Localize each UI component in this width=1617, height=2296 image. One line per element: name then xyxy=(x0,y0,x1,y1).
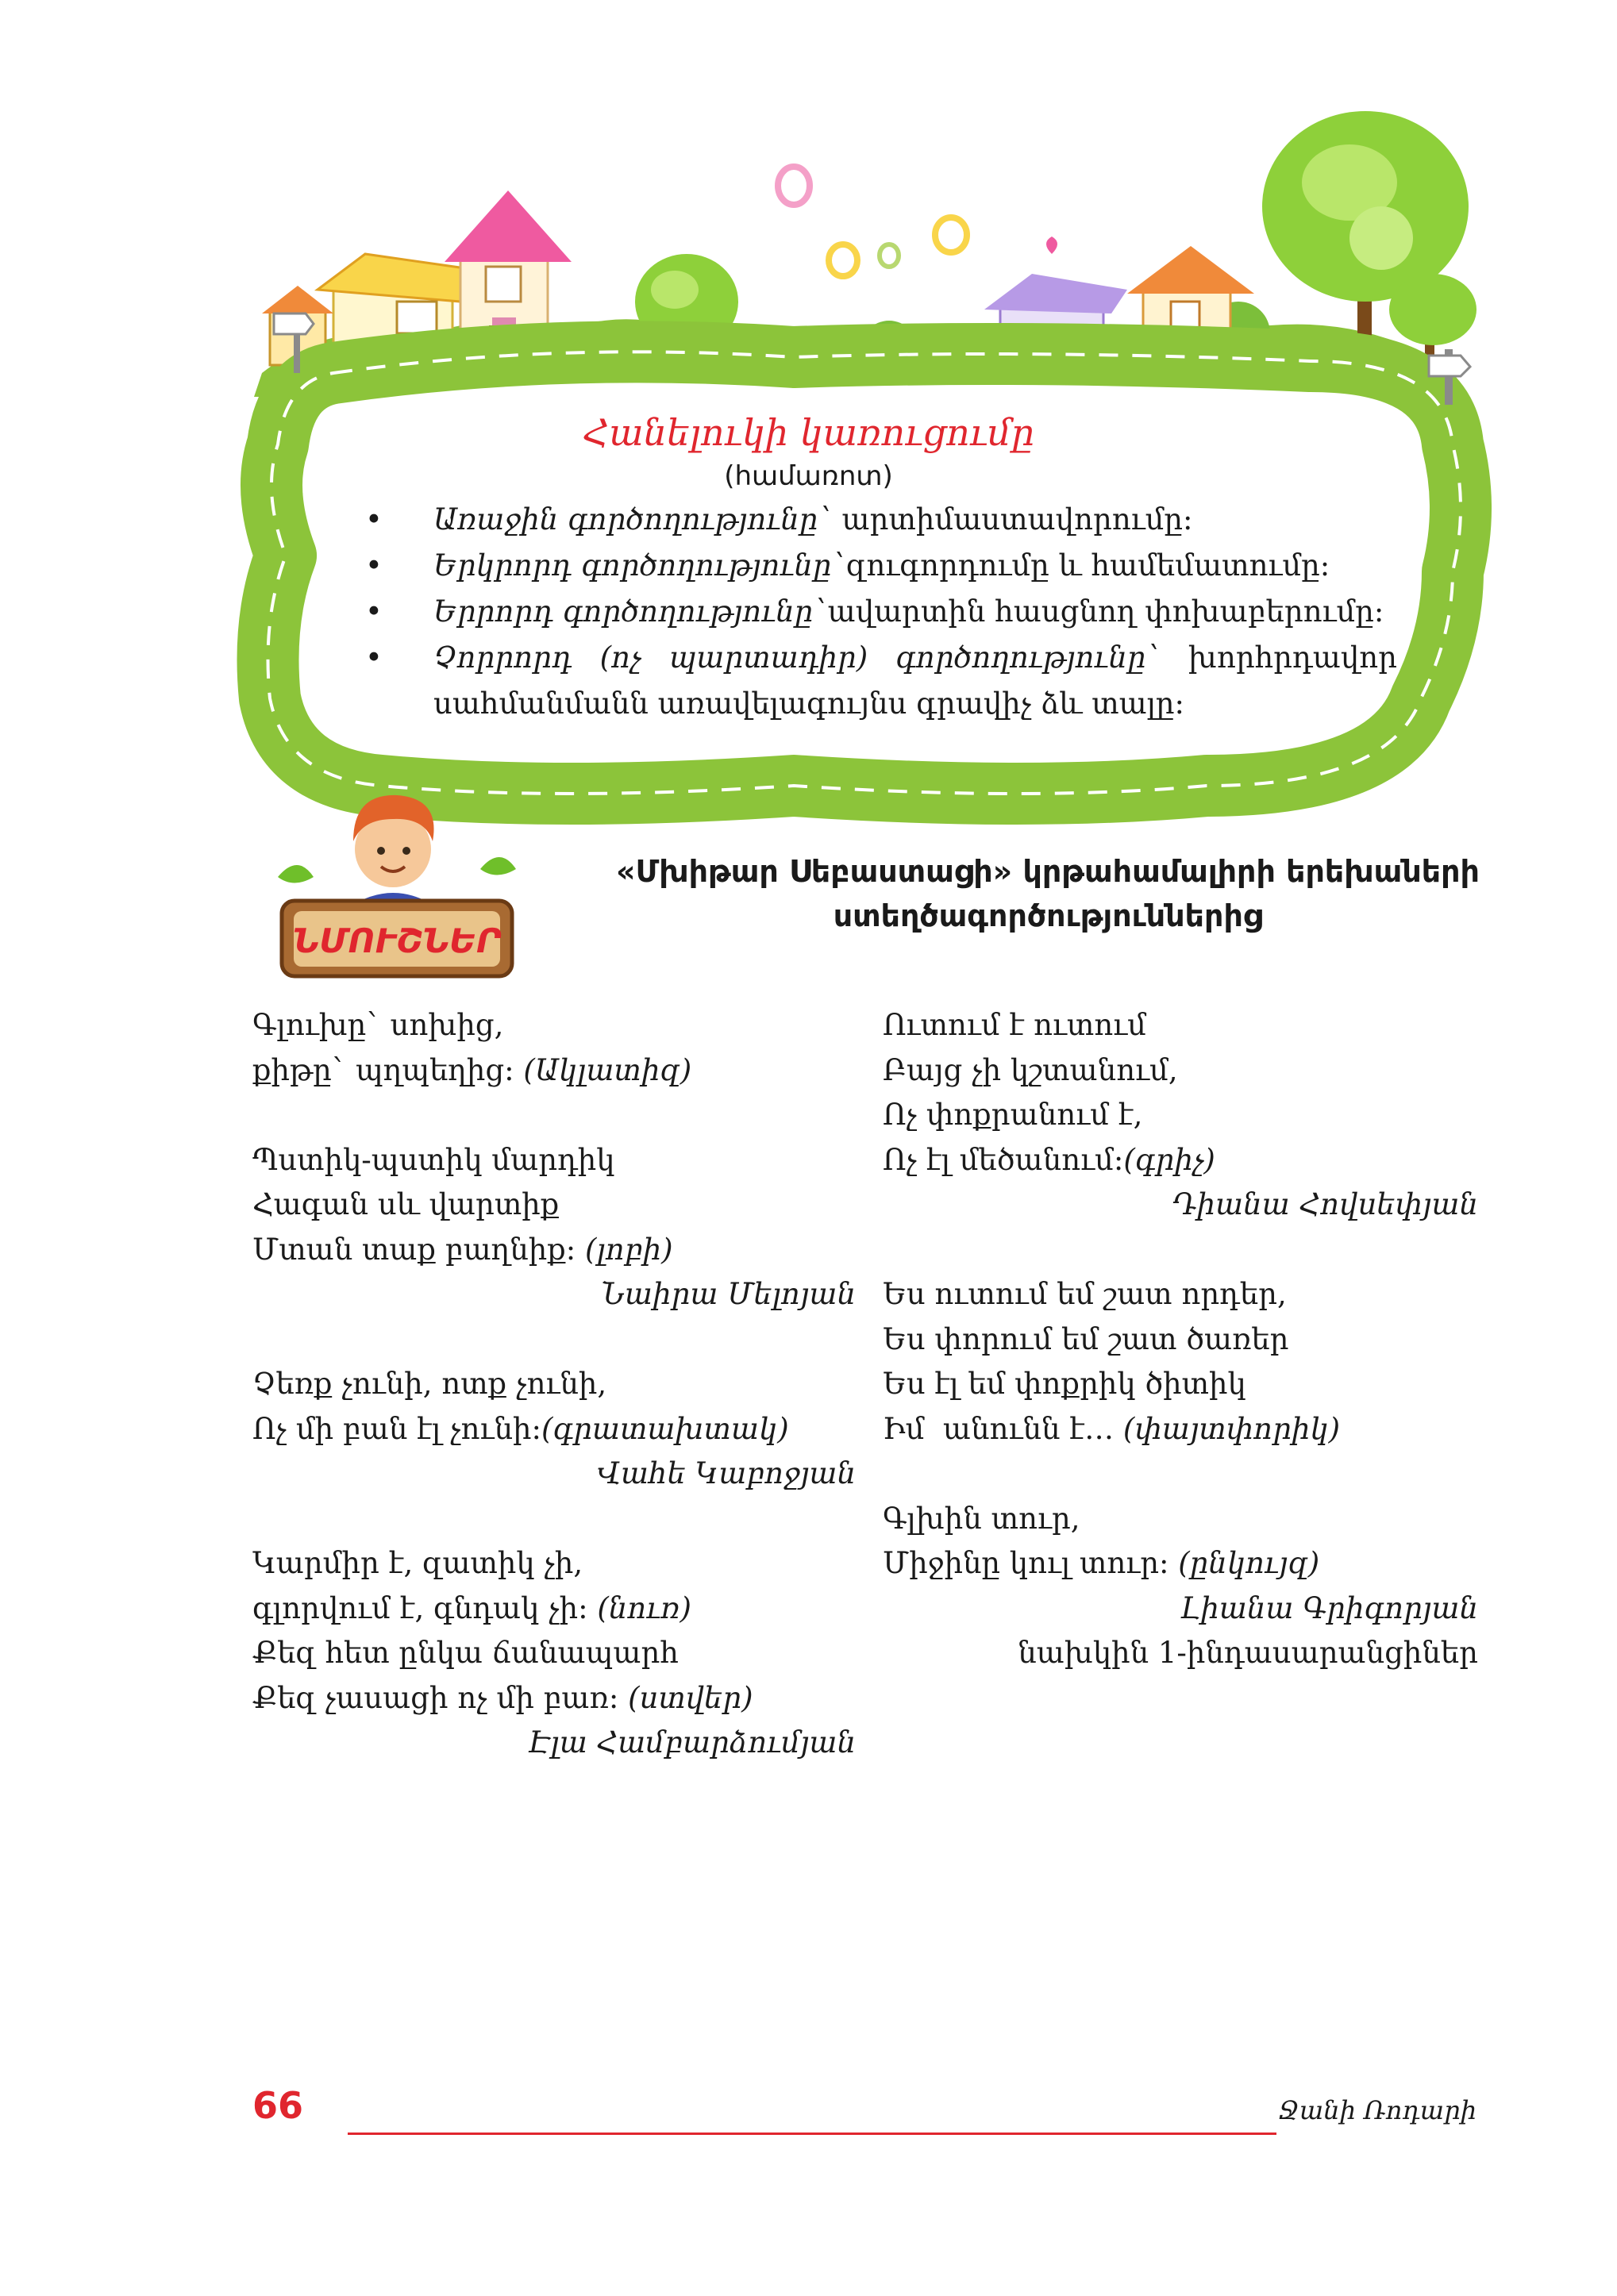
riddle-line xyxy=(252,1003,856,1048)
riddle-line xyxy=(883,1541,1478,1586)
riddle-text: Չեռք չունի, ոտք չունի, xyxy=(252,1367,607,1401)
riddle-text: Ես փորում եմ շատ ծառեր xyxy=(883,1321,1289,1356)
riddle-answer: (գրատախտակ) xyxy=(541,1411,789,1446)
riddle-text: Քեզ չասացի ոչ մի բառ: xyxy=(252,1680,629,1715)
riddle-text: Գլուխը` սոխից, xyxy=(252,1008,504,1042)
box-title: Հանելուկի կառուցումը xyxy=(582,411,1035,454)
riddle-text: Մտան տաք բաղնիք: xyxy=(252,1232,586,1267)
step-text: ավարտին հասցնող փոխաբերումը։ xyxy=(827,594,1384,629)
riddle-text: Հագան սև վարտիք xyxy=(252,1187,560,1221)
book-title: Ջանի Ռոդարի xyxy=(1278,2095,1476,2125)
step-text: արտիմաստավորումը։ xyxy=(832,502,1193,537)
riddle-line xyxy=(883,1407,1478,1452)
riddle-text: քիթը` պղպեղից: xyxy=(252,1052,524,1087)
riddle-answer: (Ակլատիզ) xyxy=(523,1052,692,1087)
riddle-text: Պստիկ-պստիկ մարդիկ xyxy=(252,1142,615,1177)
riddle-text: Բայց չի կշտանում, xyxy=(883,1052,1178,1087)
riddle-line xyxy=(883,1003,1478,1048)
riddle-line xyxy=(252,1407,856,1452)
step-name: Երրորդ գործողությունը` xyxy=(433,594,828,629)
riddle-text: Միջինը կուլ տուր: xyxy=(883,1546,1179,1580)
step-item xyxy=(365,497,1397,543)
step-item xyxy=(365,635,1397,727)
riddles-right-column xyxy=(883,1003,1478,1676)
riddle-author: նախկին 1-ինդասարանցիներ xyxy=(1018,1636,1478,1670)
step-text: խորհրդավոր սահմանմանն առավելագույնս գրավիչ ձև տալը։ xyxy=(433,640,1397,721)
riddle-text: գլորվում է, գնդակ չի: xyxy=(252,1590,598,1625)
riddle-author: Դիանա Հովսեփյան xyxy=(1172,1187,1478,1221)
riddle-author: Էլա Համբարձումյան xyxy=(528,1725,856,1759)
riddle-author: Վահե Կաբոջյան xyxy=(597,1456,856,1490)
riddle-line xyxy=(252,1362,856,1407)
heading-line: «Մխիթար Սեբաստացի» կրթահամալիրի երեխաների xyxy=(616,854,1480,889)
riddle-text: Ոչ փոքրանում է, xyxy=(883,1098,1143,1132)
bullet-icon: • xyxy=(365,502,383,537)
riddle-line xyxy=(252,1586,856,1632)
bullet-icon: • xyxy=(365,594,383,629)
riddle-line xyxy=(883,1138,1478,1183)
step-name: Առաջին գործողությունը` xyxy=(433,502,833,537)
balloons-decoration xyxy=(778,167,967,276)
riddle-text: Քեզ հետ ընկա ճանապարհ xyxy=(252,1636,679,1670)
riddle-line xyxy=(252,1497,856,1542)
riddle-line xyxy=(883,1093,1478,1138)
step-item xyxy=(365,589,1397,635)
riddle-line xyxy=(252,1541,856,1586)
examples-badge xyxy=(262,794,532,992)
riddle-answer: (նուռ) xyxy=(597,1590,691,1625)
riddle-line xyxy=(252,1228,856,1273)
riddle-line xyxy=(883,1048,1478,1094)
bullet-icon: • xyxy=(365,640,383,675)
riddle-text: Ոչ էլ մեծանում: xyxy=(883,1142,1124,1177)
riddle-answer: (լոբի) xyxy=(585,1232,673,1267)
step-text: զուգորդումը և համեմատումը։ xyxy=(845,548,1330,583)
riddle-line xyxy=(252,1093,856,1138)
riddle-line xyxy=(252,1183,856,1228)
step-name: Երկրորդ գործողությունը` xyxy=(433,548,846,583)
riddle-line xyxy=(252,1631,856,1676)
riddle-text: Ոչ մի բան էլ չունի: xyxy=(252,1411,541,1446)
step-item xyxy=(365,543,1397,589)
riddle-answer: (փայտփորիկ) xyxy=(1122,1411,1341,1446)
riddle-text: Գլխին տուր, xyxy=(883,1501,1080,1536)
riddle-line xyxy=(252,1317,856,1363)
riddle-line xyxy=(883,1317,1478,1363)
box-subtitle: (համառոտ) xyxy=(724,460,893,492)
riddle-line xyxy=(252,1676,856,1721)
riddle-answer: (ստվեր) xyxy=(628,1680,753,1715)
bullet-icon: • xyxy=(365,548,383,583)
riddle-line xyxy=(883,1497,1478,1542)
riddle-author: Նաիրա Մելոյան xyxy=(601,1277,856,1311)
examples-heading xyxy=(540,849,1556,938)
riddle-line xyxy=(252,1048,856,1094)
riddle-line xyxy=(252,1138,856,1183)
riddle-answer: (ընկույզ) xyxy=(1178,1546,1320,1580)
riddle-text: Ես էլ եմ փոքրիկ ծիտիկ xyxy=(883,1367,1246,1401)
riddles-left-column xyxy=(252,1003,856,1766)
riddle-text: Կարմիր է, զատիկ չի, xyxy=(252,1546,583,1580)
riddle-line xyxy=(883,1452,1478,1497)
page-number: 66 xyxy=(252,2084,304,2127)
riddle-line xyxy=(883,1272,1478,1317)
riddle-answer: (գրիչ) xyxy=(1123,1142,1215,1177)
footer-rule xyxy=(348,2133,1276,2135)
riddle-line xyxy=(883,1362,1478,1407)
riddle-author: Լիանա Գրիգորյան xyxy=(1180,1590,1478,1625)
heading-line: ստեղծագործություններից xyxy=(833,898,1263,933)
badge-label: ՆՄՈՒՇՆԵՐ xyxy=(292,921,502,960)
riddle-text: Ուտում է ուտում xyxy=(883,1008,1146,1042)
riddle-text: Իմ անունն է… xyxy=(883,1411,1123,1446)
steps-list xyxy=(365,497,1397,727)
riddle-line xyxy=(883,1228,1478,1273)
riddle-text: Ես ուտում եմ շատ որդեր, xyxy=(883,1277,1287,1311)
step-name: Չորրորդ (ոչ պարտադիր) գործողությունը` xyxy=(433,640,1161,675)
